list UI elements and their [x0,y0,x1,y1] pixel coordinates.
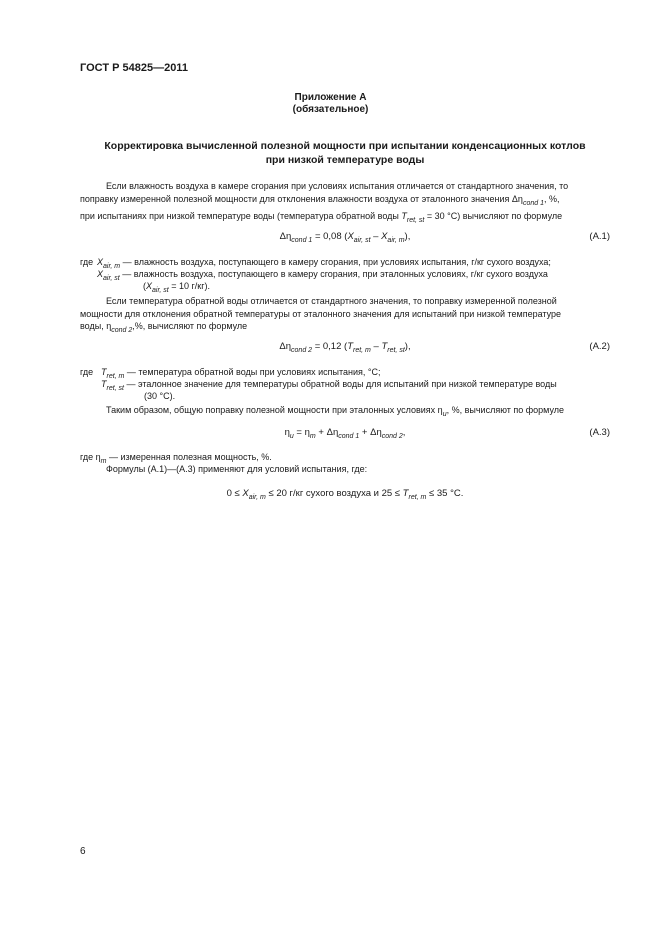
equation-a2-body: $\Delta\eta_{cond 2} = 0,12$ $(T_{ret, m} - T_{ret, st})$, [279,341,411,354]
paragraph-1 [80,180,610,227]
paragraph-2-line-2: мощности для отклонения обратной температуры от эталонного значения для испытаний при низкой температуре [80,308,562,319]
section-title [80,139,610,167]
paragraph-1-line-2: поправку измеренной полезной мощности для отклонения влажности воздуха от эталонного значения $\Delta\eta_{cond 1}$, %, [80,193,560,207]
equation-a1-body: $\Delta\eta_{cond 1} = 0,08$ $(X_{air, st} - X_{air, m})$, [279,231,411,244]
conditions-body: $0 \le X_{air, m} \le 20$ г/кг сухого воздуха и $25 \le T_{ret, m} \le 35$ °С. [226,488,464,501]
equation-a2-number: (А.2) [589,341,610,352]
where-1-item-2-cont: ($X_{air, st} = 10$ г/кг). [143,281,211,294]
equation-a1 [80,231,610,245]
equation-a1-number: (А.1) [589,231,610,242]
page-number: 6 [80,846,86,857]
standard-header: ГОСТ Р 54825—2011 [80,62,188,74]
paragraph-2 [80,295,610,337]
paragraph-1-line-3: при испытаниях при низкой температуре воды (температура обратной воды $T_{ret, st} = 30$ °С) вычисляют по формуле [80,210,563,224]
where-2-item-2-cont: (30 °С). [144,391,176,401]
section-title-line-1: Корректировка вычисленной полезной мощности при испытании конденсационных котлов [104,140,586,152]
paragraph-2-line-1: Если температура обратной воды отличается от стандартного значения, то поправку измеренной полезной [106,296,557,306]
equation-a3-number: (А.3) [589,427,610,438]
paragraph-4: Формулы (А.1)—(А.3) применяют для условий испытания, где: [106,464,368,474]
where-1-label: где [80,257,94,267]
paragraph-2-line-3: воды, $\eta_{cond 2},\%$, вычисляют по формуле [80,321,248,334]
conditions [80,488,610,502]
where-2-item-2: $T_{ret, st}$ — эталонное значение для температуры обратной воды для испытаний при низкой температуре воды [101,379,557,392]
where-2-item-1: $T_{ret, m}$ — температура обратной воды при условиях испытания, °С; [101,367,381,380]
where-2-label: где [80,367,94,377]
where-3: где $\eta_m$ — измеренная полезная мощность, %. [80,452,272,465]
equation-a3-body: $\eta_u = \eta_m + \Delta\eta_{cond 1} + \Delta\eta_{cond 2}$, [284,427,406,440]
where-1-item-1: $X_{air, m}$ — влажность воздуха, поступающего в камеру сгорания, при условиях испытания, г/кг сухого воздуха; [97,257,551,270]
where-1-item-2: $X_{air, st}$ — влажность воздуха, поступающего в камеру сгорания, при эталонных условиях, г/кг сухого воздуха [97,269,548,282]
paragraph-1-line-1: Если влажность воздуха в камере сгорания при условиях испытания отличается от стандартного значения, то [106,181,569,191]
annex-status: (обязательное) [292,104,369,115]
section-title-line-2: при низкой температуре воды [265,154,425,166]
paragraph-3: Таким образом, общую поправку полезной мощности при эталонных условиях $\eta_u$, %, вычисляют по формуле [106,405,565,418]
equation-a2 [80,341,610,355]
annex-title: Приложение А [294,92,367,103]
equation-a3 [80,427,610,441]
